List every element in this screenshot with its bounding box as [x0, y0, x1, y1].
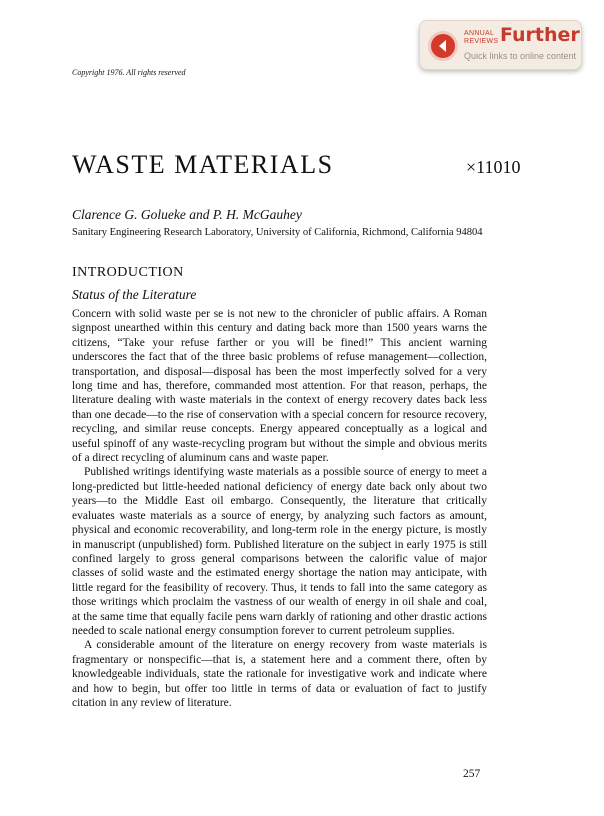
paragraph-1: Concern with solid waste per se is not new to the chronicler of public affairs. A Roman signpost unearthed within this century and dating back more than 1500 years warns the citizens, “Take your refuse farther or you will be fined!” This ancient warning underscores the fact that of the three basic problems of refuse management—collection, transportation, and disposal—disposal has been the most imperfectly solved for a very long time and has, therefore, commanded most attention. For that reason, perhaps, the literature dealing with waste materials in the context of energy recovery dates back less than one decade—to the rise of conservation with a special concern for resource recovery, recycling, and similar reuse concepts. Energy appeared conceptually as a logical and useful spinoff of any waste-recycling program but without the simple and obvious merits of a direct recycling of aluminum cans and waste paper.	[72, 308, 487, 465]
paragraph-2: Published writings identifying waste materials as a possible source of energy to meet a long-predicted but little-heeded national deficiency of energy date back only about two years—to the Middle East oil embargo. Consequently, the literature that critically evaluates waste materials as a source of energy, by analyzing such factors as amount, physical and economic recoverability, and long-term role in the energy picture, is mostly in manuscript (unpublished) form. Published literature on the subject in early 1975 is still confined largely to gross general comparisons between the calorific value of major classes of solid waste and the estimated energy shortage the nation may anticipate, with little regard for the feasibility of recovery. Thus, it tends to fall into the same category as those writings which proclaim the vastness of our wealth of energy in oil shale and coal, at the same time that equally facile pens warn darkly of rationing and other drastic actions needed to scale national energy consumption forever to current petroleum supplies.	[72, 466, 487, 637]
article-title: WASTE MATERIALS	[72, 150, 334, 179]
subsection-heading: Status of the Literature	[72, 287, 197, 302]
section-heading: INTRODUCTION	[72, 265, 184, 280]
paragraph-3: A considerable amount of the literature on energy recovery from waste materials is fragmentary or nonspecific—that is, a statement here and a comment there, often by knowledgeable individuals, state the rationale for investigative work and indicate where and how to begin, but offer too little in terms of data or evaluation of fact to justify citation in any review of literature.	[72, 639, 487, 709]
copyright-notice: Copyright 1976. All rights reserved	[72, 68, 186, 77]
page-number: 257	[463, 768, 481, 780]
annual-reviews-logo-text: ANNUAL REVIEWS	[464, 30, 499, 45]
article-code: ×11010	[466, 157, 521, 177]
further-links-badge[interactable]	[419, 20, 582, 70]
further-label: Further	[500, 24, 580, 46]
author-affiliation: Sanitary Engineering Research Laboratory, University of California, Richmond, California 94804	[72, 227, 483, 238]
quick-links-label: Quick links to online content	[464, 51, 577, 61]
speaker-arrow-icon	[428, 31, 458, 61]
article-authors: Clarence G. Golueke and P. H. McGauhey	[72, 207, 302, 222]
article-body	[72, 307, 487, 710]
